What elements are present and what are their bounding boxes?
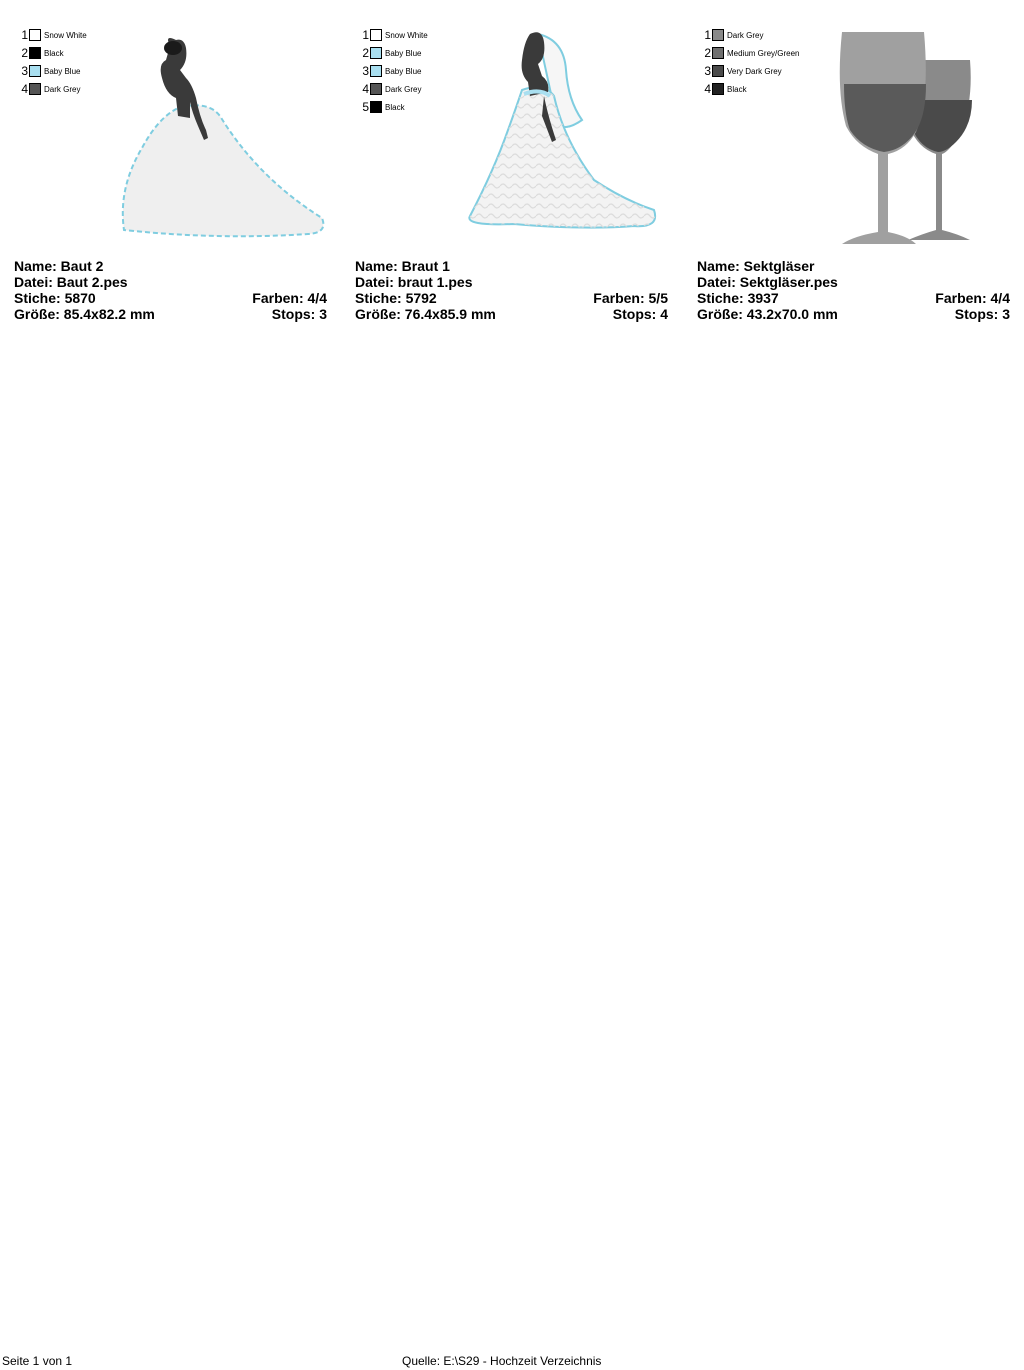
- wine-glasses-embroidery-image: [838, 30, 973, 248]
- design-info: [14, 258, 327, 322]
- color-swatch: [370, 101, 382, 113]
- stitch-count: Stiche: 5870: [14, 290, 96, 306]
- page-number: Seite 1 von 1: [2, 1354, 73, 1368]
- color-swatch: [29, 47, 41, 59]
- design-name: Name: Baut 2: [14, 258, 104, 274]
- design-card-baut-2: [0, 0, 330, 330]
- color-swatch: [29, 29, 41, 41]
- color-row: 3 Baby Blue: [21, 64, 81, 78]
- color-swatch: [712, 47, 724, 59]
- color-swatch: [29, 83, 41, 95]
- stop-count: Stops: 3: [271, 306, 327, 322]
- design-info: [697, 258, 1010, 322]
- color-swatch: [712, 83, 724, 95]
- color-swatch: [370, 83, 382, 95]
- stitch-count: Stiche: 3937: [697, 290, 779, 306]
- color-row: 4 Dark Grey: [362, 82, 422, 96]
- color-row: 1 Snow White: [362, 28, 428, 42]
- design-size: Größe: 43.2x70.0 mm: [697, 306, 838, 322]
- color-row: 2 Medium Grey/Green: [704, 46, 800, 60]
- color-row: 1 Snow White: [21, 28, 87, 42]
- color-swatch: [29, 65, 41, 77]
- design-name: Name: Sektgläser: [697, 258, 815, 274]
- color-swatch: [712, 29, 724, 41]
- color-list: [701, 26, 799, 98]
- bride-embroidery-image: [118, 38, 328, 244]
- color-swatch: [370, 47, 382, 59]
- color-count: Farben: 4/4: [935, 290, 1010, 306]
- stop-count: Stops: 4: [612, 306, 668, 322]
- color-list: [18, 26, 87, 98]
- color-swatch: [370, 29, 382, 41]
- design-info: [355, 258, 668, 322]
- bride-with-veil-embroidery-image: [464, 30, 664, 230]
- color-row: 2 Black: [21, 46, 64, 60]
- color-list: [359, 26, 428, 116]
- color-row: 3 Baby Blue: [362, 64, 422, 78]
- color-row: 4 Black: [704, 82, 747, 96]
- color-count: Farben: 5/5: [593, 290, 668, 306]
- design-file: Datei: braut 1.pes: [355, 274, 473, 290]
- design-file: Datei: Baut 2.pes: [14, 274, 128, 290]
- color-row: 4 Dark Grey: [21, 82, 81, 96]
- stitch-count: Stiche: 5792: [355, 290, 437, 306]
- design-name: Name: Braut 1: [355, 258, 450, 274]
- source-path: Quelle: E:\S29 - Hochzeit Verzeichnis: [402, 1354, 602, 1368]
- stop-count: Stops: 3: [954, 306, 1010, 322]
- design-size: Größe: 85.4x82.2 mm: [14, 306, 155, 322]
- design-card-sektglaeser: [683, 0, 1013, 330]
- design-size: Größe: 76.4x85.9 mm: [355, 306, 496, 322]
- color-row: 1 Dark Grey: [704, 28, 764, 42]
- color-swatch: [370, 65, 382, 77]
- color-row: 3 Very Dark Grey: [704, 64, 782, 78]
- design-file: Datei: Sektgläser.pes: [697, 274, 838, 290]
- color-count: Farben: 4/4: [252, 290, 327, 306]
- design-card-braut-1: [341, 0, 671, 330]
- color-row: 5 Black: [362, 100, 405, 114]
- color-row: 2 Baby Blue: [362, 46, 422, 60]
- color-swatch: [712, 65, 724, 77]
